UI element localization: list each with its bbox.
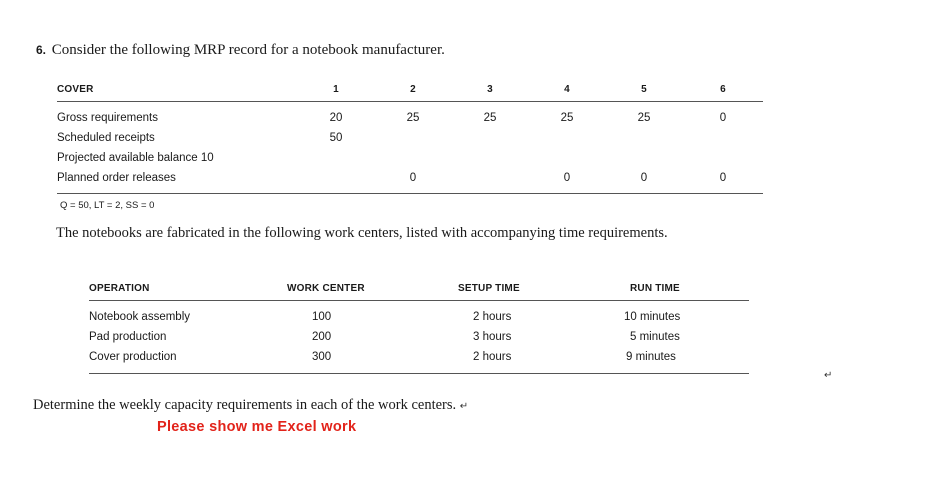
question-sentence: Determine the weekly capacity requirements in each of the work centers.: [33, 397, 457, 413]
ops-operation: Notebook assembly: [89, 311, 190, 323]
mrp-cell: 50: [329, 132, 343, 144]
mrp-cell: 20: [329, 112, 343, 124]
mrp-row-label: Planned order releases: [57, 172, 176, 184]
mrp-row-label: Gross requirements: [57, 112, 158, 124]
mrp-cell: 0: [719, 112, 727, 124]
ops-bottom-rule: [89, 373, 749, 374]
mrp-cell: 25: [560, 112, 574, 124]
question-text: [33, 397, 468, 414]
ops-run-time: 10 minutes: [624, 311, 681, 323]
mrp-cell: 25: [483, 112, 497, 124]
ops-work-center: 200: [312, 331, 332, 343]
ops-setup-time: 3 hours: [473, 331, 512, 343]
ops-run-time: 5 minutes: [630, 331, 680, 343]
ops-header-work-center: WORK CENTER: [287, 283, 365, 294]
mrp-period: 2: [410, 84, 416, 95]
ops-header-operation: OPERATION: [89, 283, 150, 294]
ops-header-rule: [89, 300, 749, 301]
mrp-row-label: Scheduled receipts: [57, 132, 155, 144]
problem-number: 6.: [36, 43, 47, 57]
ops-run-time: 9 minutes: [626, 351, 676, 363]
mrp-cell: 0: [409, 172, 417, 184]
mrp-period: 3: [487, 84, 493, 95]
mrp-cell: 0: [563, 172, 571, 184]
mrp-period: 6: [720, 84, 726, 95]
ops-work-center: 100: [312, 311, 332, 323]
excel-request: Please show me Excel work: [157, 419, 357, 435]
mrp-cell: 25: [406, 112, 420, 124]
problem-text: Consider the following MRP record for a notebook manufacturer.: [51, 42, 445, 58]
mrp-cell: 0: [640, 172, 648, 184]
problem-statement: [36, 42, 445, 59]
mrp-row-label: Projected available balance 10: [57, 152, 214, 164]
mrp-bottom-rule: [57, 193, 763, 194]
mrp-cell: 0: [719, 172, 727, 184]
mrp-period: 5: [641, 84, 647, 95]
mrp-cell: 25: [637, 112, 651, 124]
paragraph-mark-icon: ↵: [824, 370, 833, 381]
intro-paragraph: The notebooks are fabricated in the following work centers, listed with accompanying time requirements.: [56, 225, 668, 241]
ops-work-center: 300: [312, 351, 332, 363]
text-cursor-icon: ↵: [459, 401, 469, 412]
ops-header-setup-time: SETUP TIME: [458, 283, 520, 294]
mrp-period: 1: [333, 84, 339, 95]
ops-setup-time: 2 hours: [473, 311, 512, 323]
ops-header-run-time: RUN TIME: [630, 283, 680, 294]
ops-setup-time: 2 hours: [473, 351, 512, 363]
ops-operation: Cover production: [89, 351, 177, 363]
mrp-item-label: COVER: [57, 84, 94, 95]
mrp-parameters-note: Q = 50, LT = 2, SS = 0: [60, 200, 155, 211]
mrp-period: 4: [564, 84, 570, 95]
ops-operation: Pad production: [89, 331, 167, 343]
mrp-header-rule: [57, 101, 763, 102]
